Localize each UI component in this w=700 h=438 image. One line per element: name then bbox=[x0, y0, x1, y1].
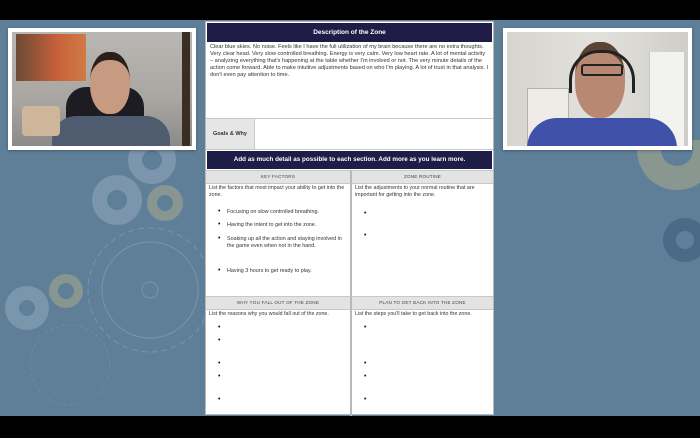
shared-document bbox=[205, 21, 494, 415]
video-feed bbox=[507, 32, 688, 146]
description-header: Description of the Zone bbox=[207, 23, 492, 42]
headset bbox=[569, 50, 635, 93]
list-item[interactable]: • Having 3 hours to get ready to play. bbox=[218, 268, 346, 275]
sofa bbox=[22, 106, 60, 136]
list-item[interactable]: • Having the intent to get into the zone. bbox=[218, 222, 346, 229]
video-call-stage bbox=[0, 20, 700, 416]
get-back-prompt: List the steps you'll take to get back into the zone. bbox=[355, 311, 472, 317]
gear-decoration-icon bbox=[0, 140, 205, 416]
goals-row bbox=[206, 118, 493, 150]
list-item[interactable]: • Focusing on slow controlled breathing. bbox=[218, 209, 346, 216]
fall-out-prompt: List the reasons why you would fall out of the zone. bbox=[209, 311, 329, 317]
key-factors-header: KEY FACTORS bbox=[206, 170, 352, 184]
gear-decoration-icon bbox=[495, 140, 700, 416]
person-body bbox=[527, 118, 677, 146]
fall-out-cell[interactable] bbox=[206, 310, 352, 416]
zone-routine-prompt: List the adjustments to your normal routine that are important for getting into the zone. bbox=[355, 185, 475, 198]
list-item[interactable]: • Soaking up all the action and staying involved in the game even when not in the hand. bbox=[218, 236, 346, 249]
person-head bbox=[90, 52, 130, 114]
participant-video-right[interactable] bbox=[503, 28, 692, 150]
zone-grid bbox=[206, 170, 493, 416]
participant-video-left[interactable] bbox=[8, 28, 196, 150]
zone-routine-header: ZONE ROUTINE bbox=[352, 170, 493, 184]
key-factors-cell[interactable] bbox=[206, 184, 352, 296]
goals-field[interactable] bbox=[255, 119, 493, 149]
video-feed bbox=[12, 32, 192, 146]
key-factors-prompt: List the factors that most impact your ability to get into the zone. bbox=[209, 185, 345, 198]
get-back-cell[interactable] bbox=[352, 310, 493, 416]
bookshelf bbox=[182, 32, 190, 146]
instruction-banner: Add as much detail as possible to each section. Add more as you learn more. bbox=[207, 151, 492, 169]
zone-routine-cell[interactable] bbox=[352, 184, 493, 296]
goals-label: Goals & Why bbox=[206, 119, 255, 149]
description-text[interactable]: Clear blue skies. No noise. Feels like I have the full utilization of my brain because there are no extra thoughts. Very clear head. Very slow controlled breathing. Energy is very calm. Very low heart rate. A lot of mental activity – analyzing everything that's happening at the table whether I'm involved or not. The very minute details of the action come forward. Able to make intuitive adjustments based on who I'm playing. A lot of trust in that analysis. I don't even pay attention to time. bbox=[210, 44, 489, 78]
person-body bbox=[52, 116, 170, 146]
get-back-header: PLAN TO GET BACK INTO THE ZONE bbox=[352, 296, 493, 310]
poster-image bbox=[16, 34, 86, 81]
fall-out-header: WHY YOU FALL OUT OF THE ZONE bbox=[206, 296, 352, 310]
